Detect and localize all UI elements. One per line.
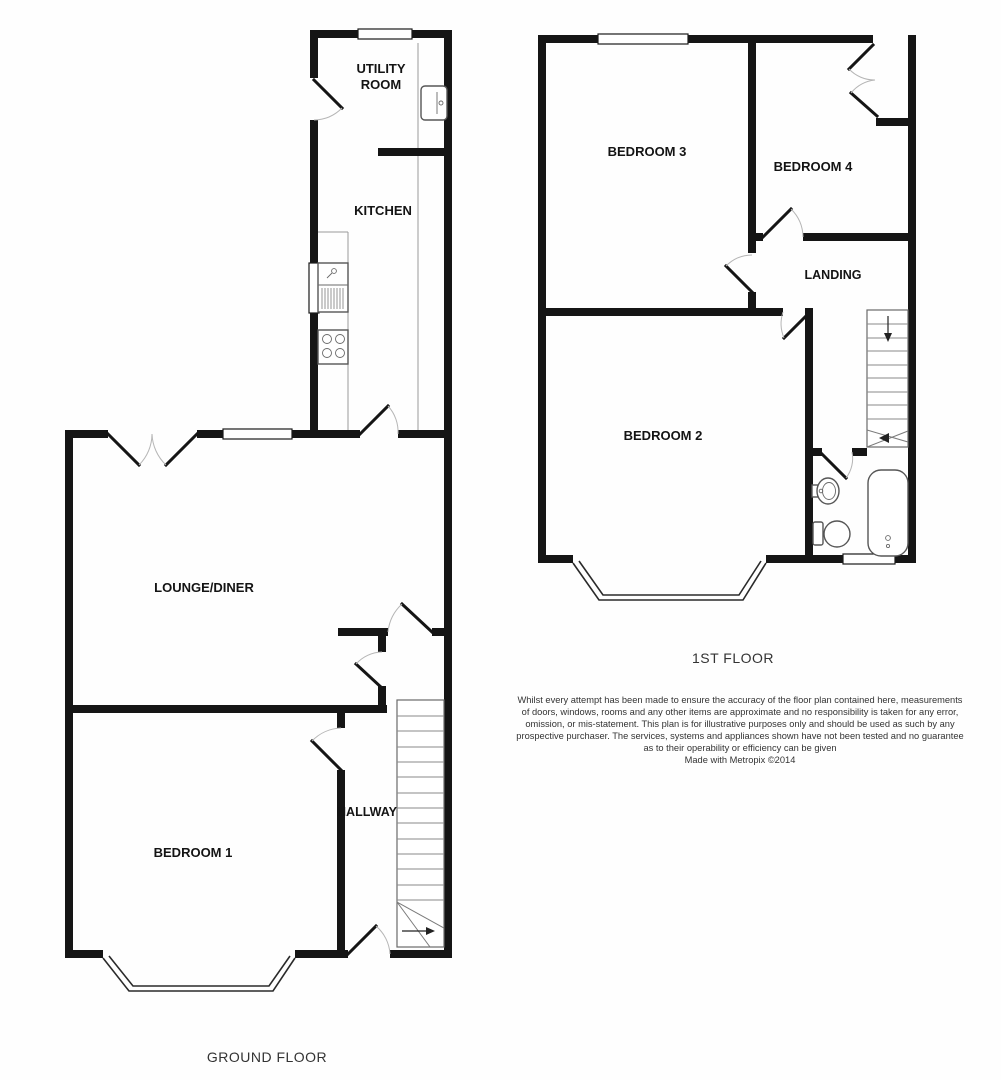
disclaimer-line: of doors, windows, rooms and any other items are approximate and no responsibility is taken for any error, — [521, 707, 959, 717]
lounge-window — [223, 429, 292, 439]
utility-room-label-1: UTILITY — [356, 61, 406, 76]
kitchen-sink-icon — [318, 263, 348, 312]
utility-window — [358, 29, 412, 39]
utility-sink-icon — [421, 86, 447, 120]
first-floor-title: 1ST FLOOR — [691, 650, 775, 666]
toilet-icon — [813, 521, 850, 547]
bedroom3-door — [726, 255, 752, 292]
first-floor-walls — [538, 35, 916, 563]
ground-floor-stairs — [397, 700, 444, 947]
lounge-diner-label: LOUNGE/DINER — [154, 580, 254, 595]
bathroom-fixtures — [812, 470, 908, 556]
ground-floor-windows — [103, 29, 412, 991]
ground-floor-fixtures — [318, 86, 447, 364]
disclaimer-line: as to their operability or efficiency can be given — [643, 743, 837, 753]
lounge-hallway-door — [388, 604, 432, 632]
kitchen-door — [360, 406, 398, 434]
lounge-french-doors — [108, 434, 197, 465]
bedroom4-corner-cupboard-doors — [849, 45, 877, 116]
disclaimer-text — [478, 694, 1001, 766]
bath-icon — [868, 470, 908, 556]
first-floor-stairs — [867, 310, 908, 447]
disclaimer-line: Whilst every attempt has been made to ensure the accuracy of the floor plan contained here, measurements — [517, 695, 963, 705]
utility-room-label-2: ROOM — [360, 77, 402, 92]
disclaimer-line: prospective purchaser. The services, systems and appliances shown have not been tested and no guarantee — [516, 731, 964, 741]
bedroom4-label: BEDROOM 4 — [773, 159, 853, 174]
disclaimer-line: omission, or mis-statement. This plan is for illustrative purposes only and should be used as such by any — [525, 719, 955, 729]
lobby-side-door — [356, 652, 382, 688]
disclaimer-credit: Made with Metropix ©2014 — [684, 755, 796, 765]
bedroom1-bay-window — [103, 956, 295, 991]
bedroom3-window — [598, 34, 688, 44]
bedroom2-label: BEDROOM 2 — [623, 428, 703, 443]
landing-label: LANDING — [804, 268, 862, 282]
bedroom4-door — [763, 209, 803, 237]
utility-door — [314, 80, 342, 120]
bedroom1-door — [312, 728, 341, 770]
bedroom1-label: BEDROOM 1 — [153, 845, 233, 860]
ground-floor-plan — [65, 29, 452, 1065]
first-floor-plan — [538, 34, 916, 666]
hob-icon — [318, 330, 348, 364]
bedroom3-label: BEDROOM 3 — [607, 144, 687, 159]
hallway-label: HALLWAY — [337, 805, 397, 819]
bedroom2-bay-window — [573, 561, 766, 600]
front-door — [348, 926, 390, 954]
bathroom-door — [820, 452, 853, 478]
kitchen-label: KITCHEN — [354, 203, 412, 218]
washbasin-icon — [812, 478, 839, 504]
first-floor-windows — [573, 34, 895, 600]
ground-floor-title: GROUND FLOOR — [206, 1049, 328, 1065]
